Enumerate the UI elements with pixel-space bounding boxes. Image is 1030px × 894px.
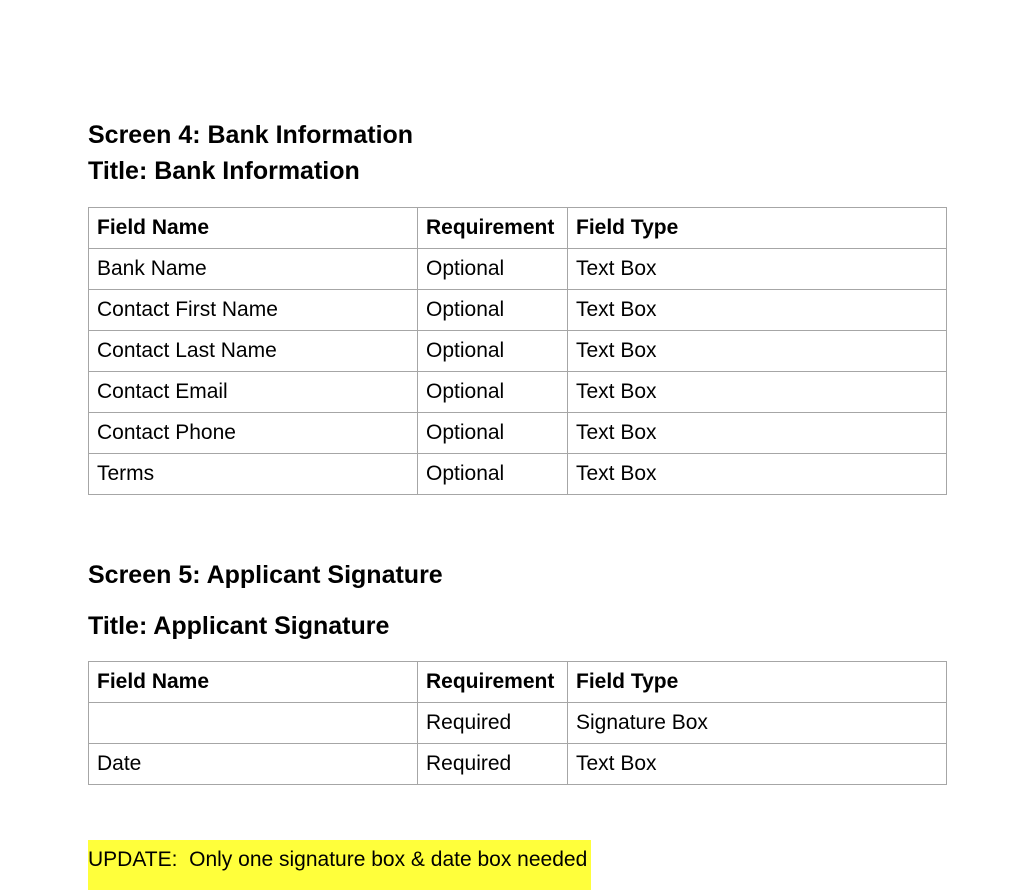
field-name-cell bbox=[89, 703, 418, 744]
screen4-title: Title: Bank Information bbox=[88, 157, 360, 185]
requirement-cell: Required bbox=[418, 703, 568, 744]
requirement-cell: Optional bbox=[418, 454, 568, 495]
table-row bbox=[89, 290, 947, 331]
field-name-cell: Date bbox=[89, 744, 418, 785]
table-header-row bbox=[89, 662, 947, 703]
field-name-cell: Contact Email bbox=[89, 372, 418, 413]
table-row bbox=[89, 744, 947, 785]
bank-information-table bbox=[88, 207, 947, 495]
field-type-cell: Signature Box bbox=[568, 703, 947, 744]
table-row bbox=[89, 454, 947, 495]
applicant-signature-table bbox=[88, 661, 947, 785]
field-type-cell: Text Box bbox=[568, 249, 947, 290]
screen5-heading: Screen 5: Applicant Signature bbox=[88, 561, 443, 589]
table-row bbox=[89, 331, 947, 372]
field-type-cell: Text Box bbox=[568, 744, 947, 785]
column-header-requirement: Requirement bbox=[418, 208, 568, 249]
column-header-field-type: Field Type bbox=[568, 662, 947, 703]
field-type-cell: Text Box bbox=[568, 454, 947, 495]
table-row bbox=[89, 372, 947, 413]
field-name-cell: Terms bbox=[89, 454, 418, 495]
requirement-cell: Optional bbox=[418, 413, 568, 454]
column-header-field-name: Field Name bbox=[89, 208, 418, 249]
column-header-requirement: Requirement bbox=[418, 662, 568, 703]
screen4-heading: Screen 4: Bank Information bbox=[88, 121, 414, 149]
table-row bbox=[89, 249, 947, 290]
field-name-cell: Contact Phone bbox=[89, 413, 418, 454]
field-name-cell: Bank Name bbox=[89, 249, 418, 290]
field-type-cell: Text Box bbox=[568, 413, 947, 454]
field-name-cell: Contact Last Name bbox=[89, 331, 418, 372]
table-row bbox=[89, 413, 947, 454]
screen5-title: Title: Applicant Signature bbox=[88, 612, 390, 640]
requirement-cell: Required bbox=[418, 744, 568, 785]
field-type-cell: Text Box bbox=[568, 331, 947, 372]
column-header-field-name: Field Name bbox=[89, 662, 418, 703]
column-header-field-type: Field Type bbox=[568, 208, 947, 249]
requirement-cell: Optional bbox=[418, 331, 568, 372]
field-name-cell: Contact First Name bbox=[89, 290, 418, 331]
table-header-row bbox=[89, 208, 947, 249]
requirement-cell: Optional bbox=[418, 249, 568, 290]
requirement-cell: Optional bbox=[418, 290, 568, 331]
update-note: UPDATE: Only one signature box & date box needed bbox=[88, 840, 591, 890]
requirement-cell: Optional bbox=[418, 372, 568, 413]
field-type-cell: Text Box bbox=[568, 290, 947, 331]
field-type-cell: Text Box bbox=[568, 372, 947, 413]
table-row bbox=[89, 703, 947, 744]
